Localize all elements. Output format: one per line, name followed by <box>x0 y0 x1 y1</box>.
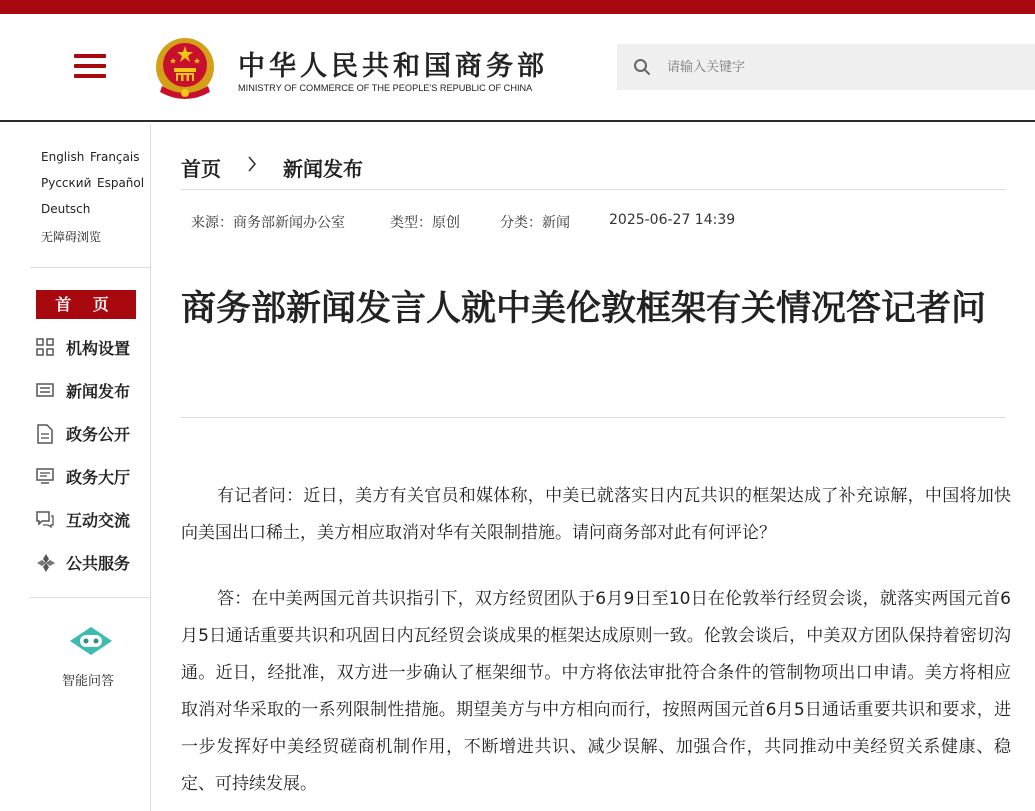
article-title: 商务部新闻发言人就中美伦敦框架有关情况答记者问 <box>181 289 987 329</box>
ai-assistant-link[interactable]: 智能问答 <box>62 674 115 689</box>
accessibility-link[interactable]: 无障碍浏览 <box>41 230 102 244</box>
nav-item-organization[interactable] <box>36 334 146 360</box>
nav-item-interaction[interactable] <box>36 506 146 532</box>
top-accent-bar <box>0 0 1035 14</box>
chevron-right-icon <box>247 155 257 173</box>
sidebar <box>0 124 151 811</box>
meta-category: 分类：新闻 <box>500 215 570 231</box>
article-answer: 答：在中美两国元首共识指引下，双方经贸团队于6月9日至10日在伦敦举行经贸会谈，就落实两国元首6月5日通话重要共识和巩固日内瓦经贸会谈成果的框架达成原则一致。伦敦会谈后，中美双方团队保持着密切沟通。近日，经批准，双方进一步确认了框架细节。中方将依法审批符合条件的管制物项出口申请。美方将相应取消对华采取的一系列限制性措施。期望美方与中方相向而行，按照两国元首6月5日通话重要共识和要求，进一步发挥好中美经贸磋商机制作用，不断增进共识、减少误解、加强合作，共同推动中美经贸关系健康、稳定、可持续发展。 <box>181 589 1011 794</box>
divider <box>181 417 1006 418</box>
news-icon <box>36 381 54 399</box>
nav-item-service-hall[interactable] <box>36 463 146 489</box>
breadcrumb-home[interactable]: 首页 <box>181 157 221 181</box>
meta-source: 来源：商务部新闻办公室 <box>191 215 345 231</box>
divider <box>30 267 150 268</box>
nav-label: 政务大厅 <box>66 468 131 487</box>
meta-datetime: 2025-06-27 14:39 <box>609 212 736 228</box>
divider <box>30 597 150 598</box>
lang-german[interactable]: Deutsch <box>41 202 91 216</box>
lang-english[interactable]: English <box>41 150 85 164</box>
search-icon[interactable] <box>633 58 651 76</box>
grid-icon <box>36 338 54 356</box>
nav-item-news[interactable] <box>36 377 146 403</box>
site-subtitle-en: MINISTRY OF COMMERCE OF THE PEOPLE'S REPUBLIC OF CHINA <box>238 83 533 93</box>
monitor-icon <box>36 467 54 485</box>
document-icon <box>36 424 54 444</box>
lang-russian[interactable]: Русский <box>41 176 92 190</box>
search-input[interactable] <box>667 44 1027 90</box>
breadcrumb-current[interactable]: 新闻发布 <box>283 157 363 181</box>
robot-icon[interactable] <box>68 626 114 656</box>
site-header <box>0 14 1035 122</box>
service-icon <box>36 553 56 573</box>
site-title[interactable]: 中华人民共和国商务部 <box>238 51 548 82</box>
nav-label: 公共服务 <box>66 554 131 573</box>
nav-label: 机构设置 <box>66 339 131 358</box>
nav-home[interactable]: 首 页 <box>36 290 136 319</box>
national-emblem-logo[interactable] <box>154 36 216 102</box>
lang-spanish[interactable]: Español <box>97 176 145 190</box>
menu-icon[interactable] <box>74 54 106 78</box>
article-question: 有记者问：近日，美方有关官员和媒体称，中美已就落实日内瓦共识的框架达成了补充谅解，中国将加快向美国出口稀土，美方相应取消对华有关限制措施。请问商务部对此有何评论？ <box>181 486 1011 543</box>
nav-item-public-affairs[interactable] <box>36 420 146 446</box>
meta-type: 类型：原创 <box>390 215 460 231</box>
search-box <box>617 44 1035 90</box>
divider <box>181 189 1006 190</box>
nav-label: 互动交流 <box>66 511 131 530</box>
nav-label: 新闻发布 <box>66 382 131 401</box>
chat-icon <box>36 510 54 528</box>
nav-item-public-service[interactable] <box>36 549 146 575</box>
nav-label: 政务公开 <box>66 425 131 444</box>
lang-french[interactable]: Français <box>90 150 140 164</box>
